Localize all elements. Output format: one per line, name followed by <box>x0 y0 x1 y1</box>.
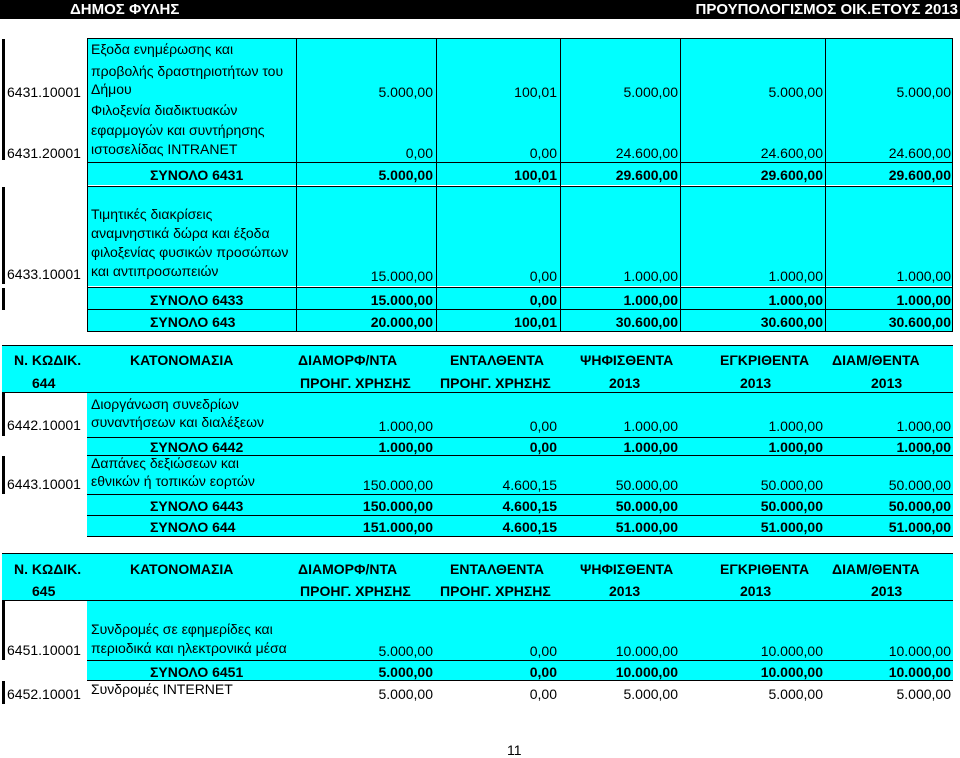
row-code: 6442.10001 <box>7 417 81 433</box>
row-description: και αντιπροσωπειών <box>91 263 219 279</box>
grid-line <box>2 345 953 346</box>
row-description: συναντήσεων και διαλέξεων <box>91 414 265 430</box>
left-border <box>2 187 5 284</box>
value-prev-budget: 5.000,00 <box>378 686 433 702</box>
column-header-name: ΚΑΤΟΝΟΜΑΣΙΑ <box>130 352 234 368</box>
row-description: εθνικών ή τοπικών εορτών <box>91 473 255 489</box>
value-amended: 50.000,00 <box>888 477 951 493</box>
total-value: 1.000,00 <box>768 292 823 308</box>
grid-line <box>87 287 953 288</box>
value-prev-paid: 4.600,15 <box>502 477 557 493</box>
column-header-prev-paid: ΕΝΤΑΛΘΕΝΤΑ <box>450 352 544 368</box>
value-prev-paid: 100,01 <box>514 84 557 100</box>
value-amended: 24.600,00 <box>888 145 951 161</box>
grid-line <box>436 38 437 332</box>
grid-line <box>296 38 297 332</box>
column-header-amended-sub: 2013 <box>871 375 903 391</box>
row-code: 6452.10001 <box>7 686 81 702</box>
total-value: 4.600,15 <box>502 519 557 535</box>
total-label: ΣΥΝΟΛΟ 6433 <box>150 292 244 308</box>
value-approved: 24.600,00 <box>760 145 823 161</box>
left-border <box>2 681 5 704</box>
total-value: 10.000,00 <box>615 664 678 680</box>
row-description: περιοδικά και ηλεκτρονικά μέσα <box>91 640 287 656</box>
budget-title: ΠΡΟΥΠΟΛΟΓΙΣΜΟΣ ΟΙΚ.ΕΤΟΥΣ 2013 <box>695 1 958 18</box>
row-description: Εξοδα ενημέρωσης και <box>91 41 234 57</box>
group-code: 644 <box>32 375 56 391</box>
total-value: 150.000,00 <box>362 498 433 514</box>
column-header-prev-budget: ΔΙΑΜΟΡΦ/ΝΤΑ <box>298 561 398 577</box>
value-approved: 5.000,00 <box>768 84 823 100</box>
column-header-voted-sub: 2013 <box>609 583 641 599</box>
row-description: Δαπάνες δεξιώσεων και <box>91 455 239 471</box>
total-label: ΣΥΝΟΛΟ 643 <box>150 314 236 330</box>
value-approved: 1.000,00 <box>768 418 823 434</box>
value-prev-budget: 5.000,00 <box>378 643 433 659</box>
total-label: ΣΥΝΟΛΟ 6443 <box>150 498 244 514</box>
row-code: 6443.10001 <box>7 476 81 492</box>
column-header-approved: ΕΓΚΡΙΘΕΝΤΑ <box>720 561 810 577</box>
total-value: 51.000,00 <box>888 519 951 535</box>
value-voted: 10.000,00 <box>615 643 678 659</box>
column-header-code: Ν. ΚΩΔΙΚ. <box>14 561 82 577</box>
total-label: ΣΥΝΟΛΟ 6442 <box>150 439 244 455</box>
value-prev-budget: 1.000,00 <box>378 418 433 434</box>
value-approved: 1.000,00 <box>768 268 823 284</box>
total-value: 151.000,00 <box>362 519 433 535</box>
total-value: 29.600,00 <box>888 167 951 183</box>
row-description: Τιμητικές διακρίσεις <box>91 206 213 222</box>
left-border <box>2 288 5 310</box>
row-code: 6431.20001 <box>7 145 81 161</box>
column-header-approved-sub: 2013 <box>740 583 772 599</box>
total-value: 0,00 <box>529 292 557 308</box>
row-description: Διοργάνωση συνεδρίων <box>91 396 239 412</box>
column-header-approved: ΕΓΚΡΙΘΕΝΤΑ <box>720 352 810 368</box>
value-amended: 5.000,00 <box>896 84 951 100</box>
total-value: 1.000,00 <box>896 292 951 308</box>
grid-line <box>87 660 953 661</box>
value-prev-paid: 0,00 <box>529 643 557 659</box>
page-number: 11 <box>507 742 522 758</box>
row-description: Φιλοξενία διαδικτυακών <box>91 102 238 118</box>
grid-line <box>87 38 953 39</box>
total-value: 15.000,00 <box>370 292 433 308</box>
value-prev-budget: 5.000,00 <box>378 84 433 100</box>
grid-line <box>680 38 681 332</box>
total-value: 4.600,15 <box>502 498 557 514</box>
total-value: 1.000,00 <box>378 439 433 455</box>
column-header-amended: ΔΙΑΜ/ΘΕΝΤΑ <box>832 352 920 368</box>
row-code: 6433.10001 <box>7 266 81 282</box>
total-value: 100,01 <box>514 314 557 330</box>
value-prev-budget: 150.000,00 <box>362 477 433 493</box>
value-voted: 50.000,00 <box>615 477 678 493</box>
row-description: αναμνηστικά δώρα και έξοδα <box>91 225 270 241</box>
left-border <box>2 393 5 436</box>
total-value: 50.000,00 <box>615 498 678 514</box>
column-header-prev-paid-sub: ΠΡΟΗΓ. ΧΡΗΣΗΣ <box>440 375 551 391</box>
column-header-prev-paid: ΕΝΤΑΛΘΕΝΤΑ <box>450 561 544 577</box>
column-header-amended-sub: 2013 <box>871 583 903 599</box>
value-voted: 1.000,00 <box>623 418 678 434</box>
row-code: 6431.10001 <box>7 84 81 100</box>
column-header-voted-sub: 2013 <box>609 375 641 391</box>
total-value: 1.000,00 <box>768 439 823 455</box>
grid-line <box>87 494 953 495</box>
row-description: εφαρμογών και συντήρησης <box>91 122 265 138</box>
left-border <box>2 456 5 494</box>
row-code: 6451.10001 <box>7 642 81 658</box>
total-value: 5.000,00 <box>378 167 433 183</box>
total-value: 1.000,00 <box>896 439 951 455</box>
grid-line <box>87 309 953 310</box>
value-prev-paid: 0,00 <box>529 686 557 702</box>
group-code: 645 <box>32 583 56 599</box>
value-approved: 10.000,00 <box>760 643 823 659</box>
total-value: 50.000,00 <box>760 498 823 514</box>
value-amended: 5.000,00 <box>896 686 951 702</box>
total-value: 29.600,00 <box>615 167 678 183</box>
total-value: 1.000,00 <box>623 292 678 308</box>
row-description: Συνδρομές INTERNET <box>91 681 233 697</box>
row-description: ιστοσελίδας INTRANET <box>91 141 238 157</box>
left-border <box>2 601 5 660</box>
total-value: 29.600,00 <box>760 167 823 183</box>
total-value: 100,01 <box>514 167 557 183</box>
total-value: 20.000,00 <box>370 314 433 330</box>
row-description: Δήμου <box>91 81 132 97</box>
column-header-name: ΚΑΤΟΝΟΜΑΣΙΑ <box>130 561 234 577</box>
column-header-prev-paid-sub: ΠΡΟΗΓ. ΧΡΗΣΗΣ <box>440 583 551 599</box>
value-prev-budget: 0,00 <box>405 145 433 161</box>
value-amended: 10.000,00 <box>888 643 951 659</box>
municipality-title: ΔΗΜΟΣ ΦΥΛΗΣ <box>70 1 180 18</box>
total-value: 51.000,00 <box>760 519 823 535</box>
column-header-amended: ΔΙΑΜ/ΘΕΝΤΑ <box>832 561 920 577</box>
column-header-approved-sub: 2013 <box>740 375 772 391</box>
value-prev-budget: 15.000,00 <box>370 268 433 284</box>
grid-line <box>87 331 953 332</box>
row-description: προβολής δραστηριοτήτων του <box>91 63 284 79</box>
column-header-voted: ΨΗΦΙΣΘΕΝΤΑ <box>580 561 674 577</box>
grid-line <box>87 162 953 163</box>
total-label: ΣΥΝΟΛΟ 6451 <box>150 664 244 680</box>
value-prev-paid: 0,00 <box>529 418 557 434</box>
grid-line <box>87 38 88 332</box>
column-header-prev-budget-sub: ΠΡΟΗΓ. ΧΡΗΣΗΣ <box>300 583 411 599</box>
total-value: 1.000,00 <box>623 439 678 455</box>
value-amended: 1.000,00 <box>896 268 951 284</box>
grid-line <box>87 515 953 516</box>
total-value: 5.000,00 <box>378 664 433 680</box>
column-header-prev-budget-sub: ΠΡΟΗΓ. ΧΡΗΣΗΣ <box>300 375 411 391</box>
row-description: Συνδρομές σε εφημερίδες και <box>91 621 273 637</box>
grid-line <box>952 38 953 332</box>
grid-line <box>560 38 561 332</box>
column-header-prev-budget: ΔΙΑΜΟΡΦ/ΝΤΑ <box>298 352 398 368</box>
document-header <box>0 0 960 19</box>
total-value: 10.000,00 <box>760 664 823 680</box>
row-description: φιλοξενίας φυσικών προσώπων <box>91 244 289 260</box>
column-header-code: Ν. ΚΩΔΙΚ. <box>14 352 82 368</box>
total-value: 50.000,00 <box>888 498 951 514</box>
total-value: 0,00 <box>529 664 557 680</box>
value-amended: 1.000,00 <box>896 418 951 434</box>
value-voted: 5.000,00 <box>623 84 678 100</box>
column-header-voted: ΨΗΦΙΣΘΕΝΤΑ <box>580 352 674 368</box>
grid-line <box>2 553 953 554</box>
total-value: 30.600,00 <box>888 314 951 330</box>
grid-line <box>825 38 826 332</box>
value-voted: 5.000,00 <box>623 686 678 702</box>
total-value: 30.600,00 <box>760 314 823 330</box>
grid-line <box>87 536 953 537</box>
value-approved: 5.000,00 <box>768 686 823 702</box>
total-value: 30.600,00 <box>615 314 678 330</box>
grid-line <box>87 437 953 438</box>
value-prev-paid: 0,00 <box>529 268 557 284</box>
total-label: ΣΥΝΟΛΟ 644 <box>150 519 236 535</box>
value-approved: 50.000,00 <box>760 477 823 493</box>
left-border <box>2 39 5 160</box>
value-voted: 24.600,00 <box>615 145 678 161</box>
total-value: 0,00 <box>529 439 557 455</box>
total-value: 51.000,00 <box>615 519 678 535</box>
total-value: 10.000,00 <box>888 664 951 680</box>
value-voted: 1.000,00 <box>623 268 678 284</box>
value-prev-paid: 0,00 <box>529 145 557 161</box>
total-label: ΣΥΝΟΛΟ 6431 <box>150 167 244 183</box>
grid-line <box>87 186 953 187</box>
